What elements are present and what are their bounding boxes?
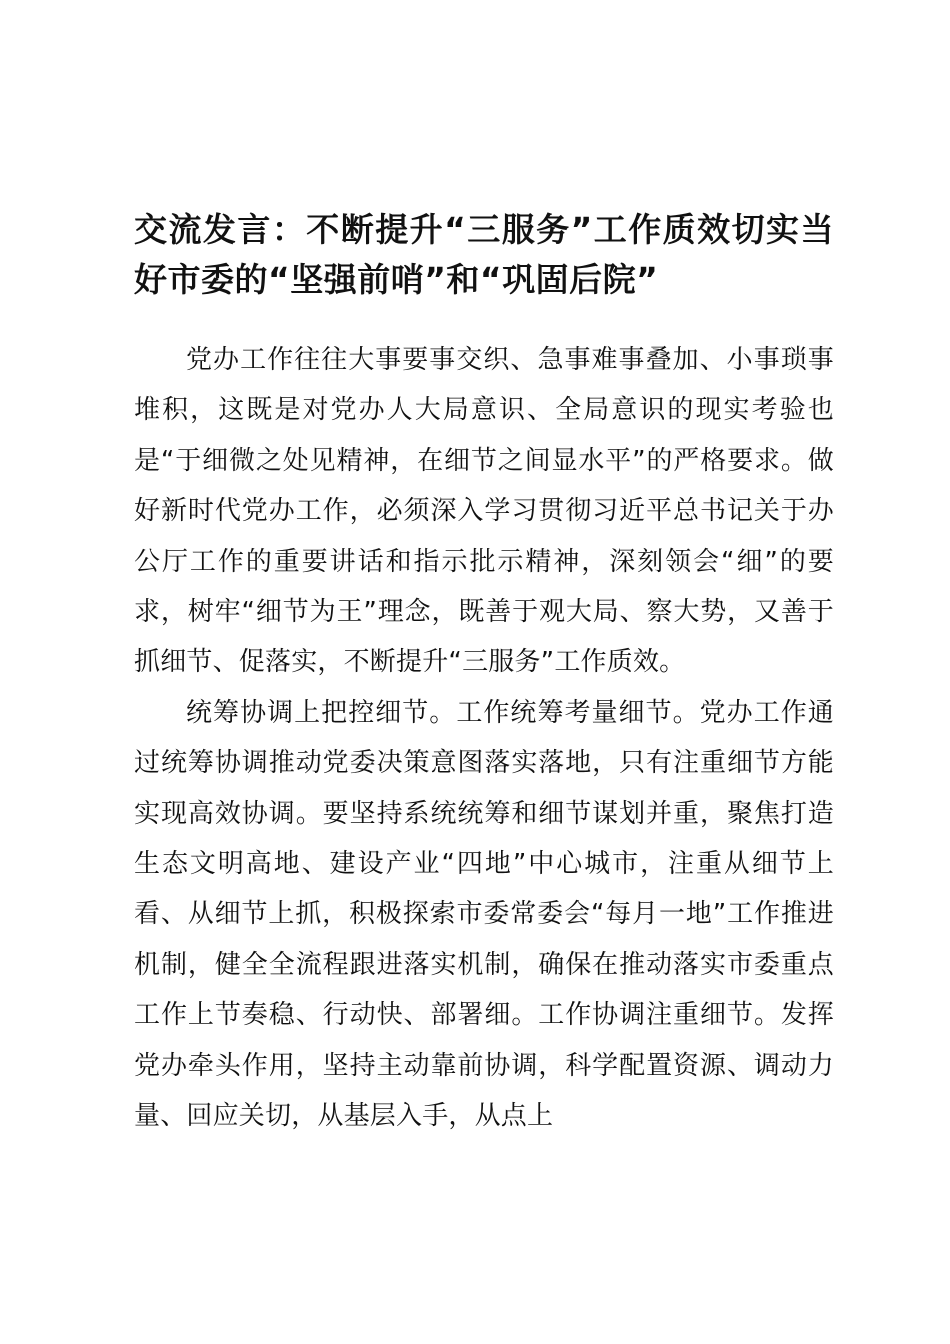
document-title: 交流发言：不断提升“三服务”工作质效切实当好市委的“坚强前哨”和“巩固后院” — [134, 210, 834, 299]
paragraph-2: 统筹协调上把控细节。工作统筹考量细节。党办工作通过统筹协调推动党委决策意图落实落地，只有注重细节方能实现高效协调。要坚持系统统筹和细节谋划并重，聚焦打造生态文明高地、建设产业“四地”中心城市，注重从细节上看、从细节上抓，积极探索市委常委会“每月一地”工作推进机制，健全全流程跟进落实机制，确保在推动落实市委重点工作上节奏稳、行动快、部署细。工作协调注重细节。发挥党办牵头作用，坚持主动靠前协调，科学配置资源、调动力量、回应关切，从基层入手，从点上 — [134, 697, 834, 1132]
paragraph-1: 党办工作往往大事要事交织、急事难事叠加、小事琐事堆积，这既是对党办人大局意识、全局意识的现实考验也是“于细微之处见精神，在细节之间显水平”的严格要求。做好新时代党办工作，必须深入学习贯彻习近平总书记关于办公厅工作的重要讲话和指示批示精神，深刻领会“细”的要求，树牢“细节为王”理念，既善于观大局、察大势，又善于抓细节、促落实，不断提升“三服务”工作质效。 — [134, 345, 834, 678]
document-content — [134, 205, 834, 1142]
document-body — [134, 335, 834, 1142]
